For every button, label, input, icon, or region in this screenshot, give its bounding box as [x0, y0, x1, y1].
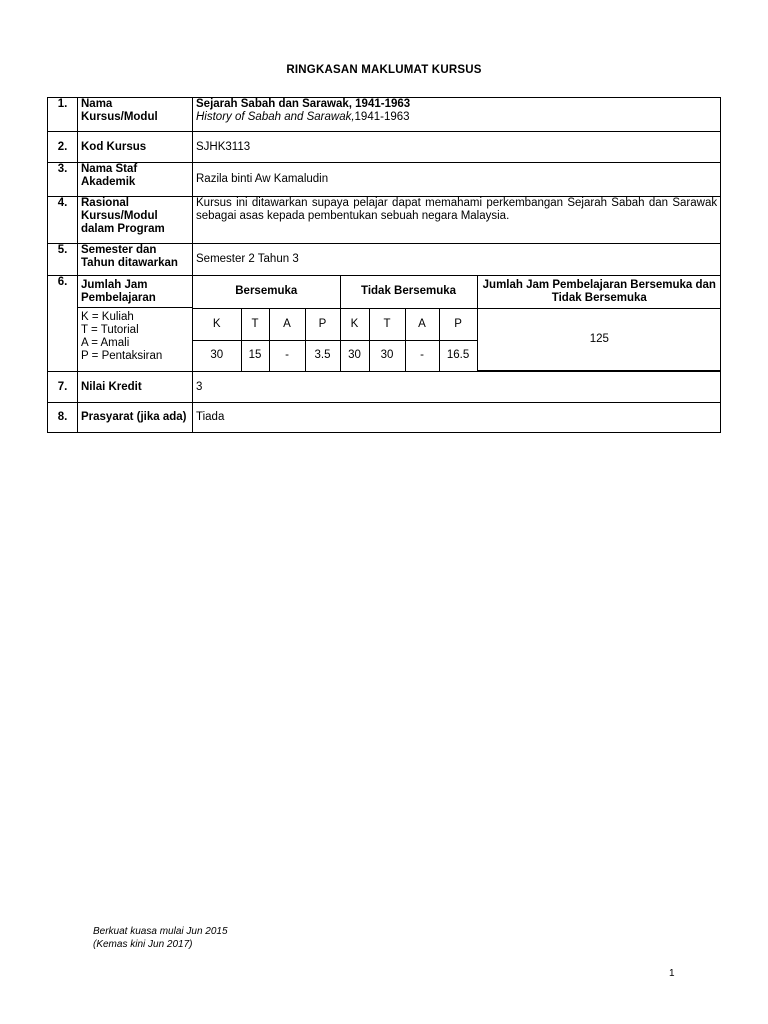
learning-hours-grid-cell — [193, 276, 721, 372]
row-number: 5. — [48, 244, 78, 276]
label-line: dalam Program — [81, 223, 165, 235]
bersemuka-header: Bersemuka — [193, 276, 340, 308]
table-row — [48, 197, 721, 244]
code-cell: T — [369, 308, 405, 340]
credit-value: 3 — [193, 372, 721, 403]
code-cell: A — [405, 308, 439, 340]
label-line: Nama — [81, 98, 113, 110]
hours-cell: - — [405, 340, 439, 370]
label-line: Prasyarat (jika ada) — [81, 411, 187, 423]
table-row — [48, 403, 721, 433]
table-row — [48, 276, 721, 372]
hours-cell: 30 — [193, 340, 241, 370]
label-line: Nama Staf — [81, 163, 138, 175]
row-label — [78, 197, 193, 244]
code-cell: P — [305, 308, 340, 340]
hours-cell: 30 — [340, 340, 369, 370]
hours-cell: 15 — [241, 340, 269, 370]
hours-cell: 3.5 — [305, 340, 340, 370]
updated-date-line: (Kemas kini Jun 2017) — [93, 939, 193, 950]
legend-tutorial: T = Tutorial — [81, 324, 139, 336]
legend-kuliah: K = Kuliah — [81, 311, 134, 323]
row-label — [78, 403, 193, 433]
table-row — [48, 163, 721, 197]
legend-pentaksiran: P = Pentaksiran — [81, 350, 163, 362]
label-line: Nilai Kredit — [81, 380, 142, 393]
row-number: 4. — [48, 197, 78, 244]
row-label — [78, 98, 193, 132]
page-number: 1 — [669, 968, 675, 979]
learning-hours-grid — [193, 276, 721, 371]
hours-cell: - — [269, 340, 305, 370]
total-hours-value: 125 — [477, 308, 721, 370]
row-label — [78, 244, 193, 276]
row-label — [78, 163, 193, 197]
row-label — [78, 132, 193, 163]
code-cell: T — [241, 308, 269, 340]
activity-legend — [78, 308, 192, 363]
label-line: Kod Kursus — [81, 140, 147, 153]
legend-amali: A = Amali — [81, 337, 130, 349]
row-number: 7. — [48, 372, 78, 403]
label-line: Jumlah Jam — [81, 279, 148, 291]
prerequisite-value: Tiada — [193, 403, 721, 433]
label-line: Pembelajaran — [81, 292, 156, 304]
table-row — [48, 98, 721, 132]
row-number: 6. — [48, 276, 78, 372]
code-cell: K — [193, 308, 241, 340]
code-cell: P — [439, 308, 477, 340]
code-cell: K — [340, 308, 369, 340]
hours-cell: 30 — [369, 340, 405, 370]
code-cell: A — [269, 308, 305, 340]
label-line: Akademik — [81, 176, 136, 188]
course-name-value — [193, 98, 721, 132]
course-name-malay: Sejarah Sabah dan Sarawak, 1941-1963 — [196, 98, 411, 110]
course-name-english: History of Sabah and Sarawak,1941-1963 — [196, 111, 410, 123]
label-line: Tahun ditawarkan — [81, 257, 178, 269]
learning-hours-label-cell — [78, 276, 193, 372]
course-summary-table — [47, 97, 721, 433]
effective-date-line: Berkuat kuasa mulai Jun 2015 — [93, 926, 228, 937]
row-label — [78, 276, 192, 308]
effective-date-note — [93, 925, 228, 951]
semester-value: Semester 2 Tahun 3 — [193, 244, 721, 276]
label-line: Semester dan — [81, 244, 157, 256]
course-code-value: SJHK3113 — [193, 132, 721, 163]
row-label — [78, 372, 193, 403]
row-number: 8. — [48, 403, 78, 433]
label-line: Kursus/Modul — [81, 210, 158, 222]
tidak-bersemuka-header: Tidak Bersemuka — [340, 276, 477, 308]
table-row — [48, 132, 721, 163]
row-number: 1. — [48, 98, 78, 132]
total-hours-header: Jumlah Jam Pembelajaran Bersemuka dan Tidak Bersemuka — [477, 276, 721, 308]
table-row — [48, 372, 721, 403]
hours-cell: 16.5 — [439, 340, 477, 370]
academic-staff-value: Razila binti Aw Kamaludin — [193, 163, 721, 197]
label-line: Rasional — [81, 197, 129, 209]
page-title: RINGKASAN MAKLUMAT KURSUS — [286, 64, 482, 76]
table-row — [48, 244, 721, 276]
row-number: 2. — [48, 132, 78, 163]
label-line: Kursus/Modul — [81, 111, 158, 123]
row-number: 3. — [48, 163, 78, 197]
rationale-value: Kursus ini ditawarkan supaya pelajar dapat memahami perkembangan Sejarah Sabah dan Sarawak sebagai asas kepada pembentukan sebuah negara Malaysia. — [193, 197, 721, 244]
